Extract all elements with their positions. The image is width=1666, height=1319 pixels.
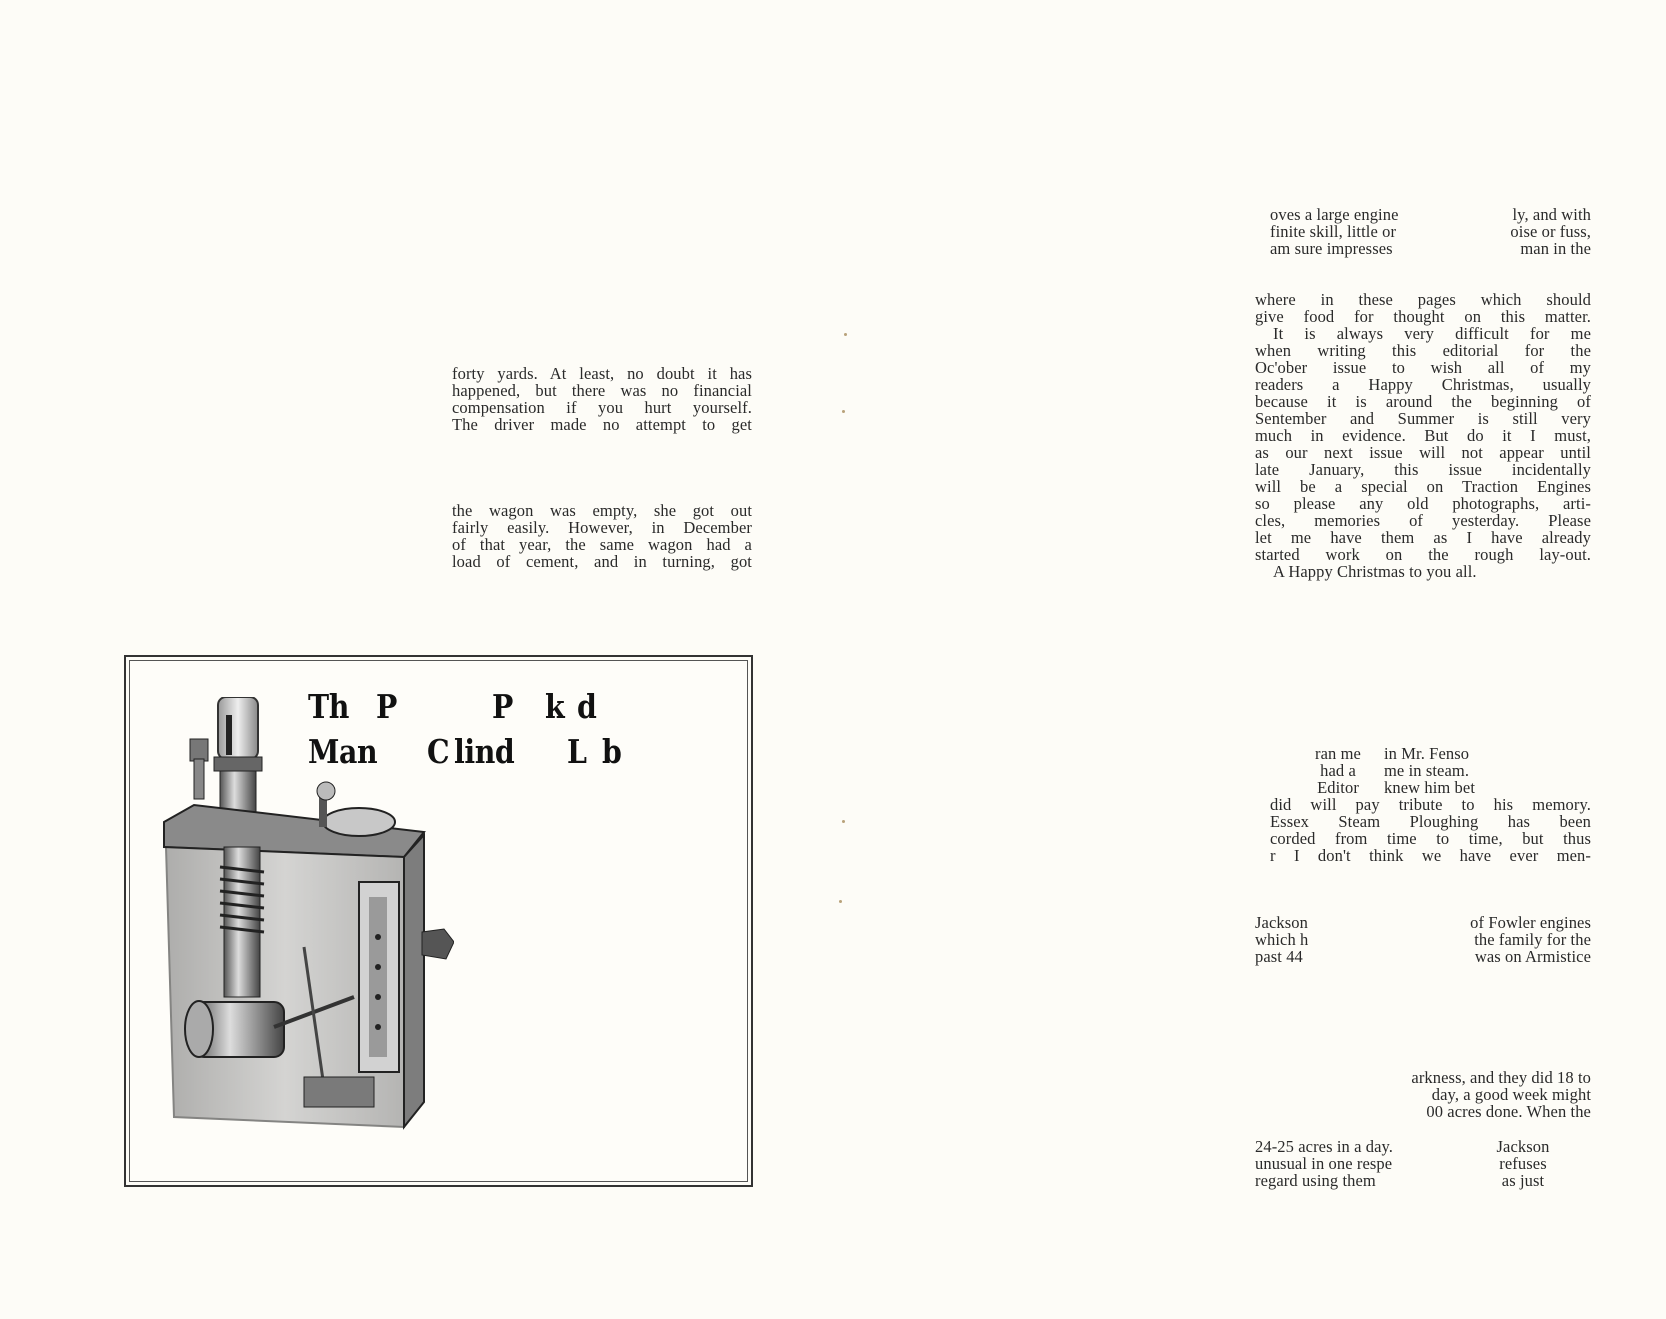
text-line: Essex Steam Ploughing has been xyxy=(1270,812,1591,831)
text-line: ran me xyxy=(1315,744,1361,763)
text-line: late January, this issue incidentally xyxy=(1255,460,1591,479)
text-line: 00 acres done. When the xyxy=(1426,1102,1591,1121)
text-line: It is always very difficult for me xyxy=(1273,324,1591,343)
article-block-forty-yards xyxy=(452,365,752,433)
text-line: The driver made no attempt to get xyxy=(452,415,752,434)
article-block-wagon xyxy=(452,502,752,570)
text-line: give food for thought on this matter. xyxy=(1255,307,1591,326)
fold-mark xyxy=(839,900,842,903)
article-block-darkness xyxy=(1341,1069,1591,1120)
text-line: Sentember and Summer is still very xyxy=(1255,409,1591,428)
text-line: compensation if you hurt yourself. xyxy=(452,398,752,417)
ad-headline-word: k xyxy=(545,687,565,726)
article-block-fenso-right xyxy=(1384,745,1544,796)
fold-mark xyxy=(842,410,845,413)
text-line: Editor xyxy=(1317,778,1359,797)
text-line: started work on the rough lay-out. xyxy=(1255,545,1591,564)
article-block-acres-right xyxy=(1473,1138,1573,1189)
article-block-fenso-memory xyxy=(1270,796,1591,864)
text-line: because it is around the beginning of xyxy=(1255,392,1591,411)
text-line: r I don't think we have ever men- xyxy=(1270,846,1591,865)
text-line: man in the xyxy=(1520,239,1591,258)
text-line: regard using them xyxy=(1255,1171,1376,1190)
text-line: when writing this editorial for the xyxy=(1255,341,1591,360)
text-line: fairly easily. However, in December xyxy=(452,518,752,537)
fold-mark xyxy=(842,820,845,823)
text-line: ly, and with xyxy=(1512,205,1591,224)
text-line: much in evidence. But do it I must, xyxy=(1255,426,1591,445)
text-line: am sure impresses xyxy=(1270,239,1393,258)
text-line: 24-25 acres in a day. xyxy=(1255,1137,1394,1156)
text-line: A Happy Christmas to you all. xyxy=(1273,562,1477,581)
ad-headline-word: L xyxy=(567,732,587,771)
text-line: refuses xyxy=(1499,1154,1547,1173)
ad-headline-word: Th xyxy=(308,687,349,726)
text-line: arkness, and they did 18 to xyxy=(1411,1068,1591,1087)
text-line: Jackson xyxy=(1255,913,1308,932)
text-line: knew him bet xyxy=(1384,778,1476,797)
text-line: Jackson xyxy=(1496,1137,1550,1156)
ad-headline-word: P xyxy=(492,687,513,726)
right-page xyxy=(833,0,1666,1319)
ad-headline-word: Man xyxy=(308,732,378,771)
article-block-fenso-left xyxy=(1283,745,1393,796)
text-line: did will pay tribute to his memory. xyxy=(1270,795,1591,814)
text-line: readers a Happy Christmas, usually xyxy=(1255,375,1591,394)
text-line: as just xyxy=(1501,1171,1545,1190)
text-line: as our next issue will not appear until xyxy=(1255,443,1591,462)
text-line: unusual in one respe xyxy=(1255,1154,1393,1173)
text-line: corded from time to time, but thus xyxy=(1270,829,1591,848)
text-line: load of cement, and in turning, got xyxy=(452,552,752,571)
text-line: will be a special on Traction Engines xyxy=(1255,477,1591,496)
text-line: day, a good week might xyxy=(1431,1085,1591,1104)
ad-headline-word: lind xyxy=(454,732,515,771)
text-line: had a xyxy=(1320,761,1356,780)
text-line: finite skill, little or xyxy=(1270,222,1397,241)
ad-headline-word: d xyxy=(577,687,597,726)
article-block-jackson-right xyxy=(1421,914,1591,965)
text-line: me in steam. xyxy=(1384,761,1470,780)
text-line: Oc'ober issue to wish all of my xyxy=(1255,358,1591,377)
article-block-engine-left xyxy=(1270,206,1430,257)
editorial-christmas xyxy=(1255,291,1591,580)
text-line: so please any old photographs, arti- xyxy=(1255,494,1591,513)
text-line: in Mr. Fenso xyxy=(1384,744,1470,763)
text-line: of Fowler engines xyxy=(1470,913,1591,932)
text-line: where in these pages which should xyxy=(1255,290,1591,309)
text-line: oves a large engine xyxy=(1270,205,1399,224)
text-line: happened, but there was no financial xyxy=(452,381,752,400)
article-block-engine-right xyxy=(1461,206,1591,257)
text-line: the family for the xyxy=(1474,930,1591,949)
ad-headline-word: P xyxy=(376,687,397,726)
text-line: the wagon was empty, she got out xyxy=(452,501,752,520)
article-block-acres-left xyxy=(1255,1138,1425,1189)
lubricator-advertisement xyxy=(124,655,753,1187)
text-line: cles, memories of yesterday. Please xyxy=(1255,511,1591,530)
text-line: past 44 xyxy=(1255,947,1303,966)
text-line: let me have them as I have already xyxy=(1255,528,1591,547)
text-line: which h xyxy=(1255,930,1309,949)
text-line: of that year, the same wagon had a xyxy=(452,535,752,554)
lubricator-photo xyxy=(154,697,454,1157)
text-line: oise or fuss, xyxy=(1510,222,1591,241)
text-line: forty yards. At least, no doubt it has xyxy=(452,364,752,383)
ad-headline-word: b xyxy=(602,732,622,771)
text-line: was on Armistice xyxy=(1474,947,1591,966)
article-block-jackson-left xyxy=(1255,914,1345,965)
ad-headline-word: C xyxy=(427,732,450,771)
